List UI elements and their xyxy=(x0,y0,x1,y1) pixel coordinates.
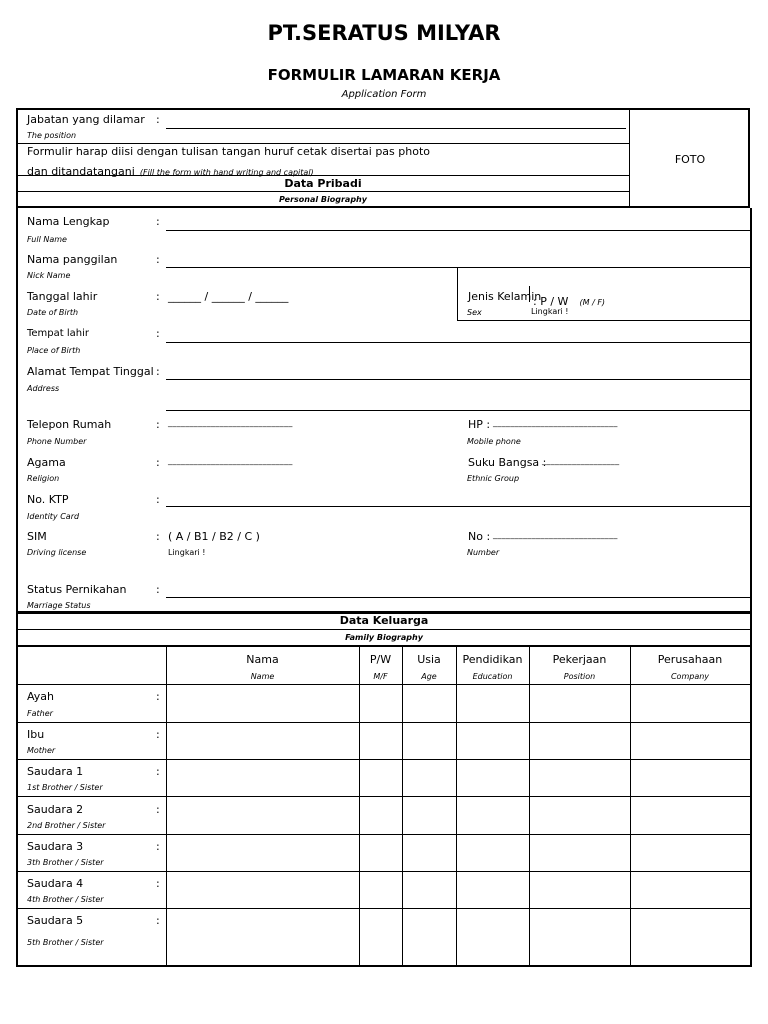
position-colon: : xyxy=(156,113,160,126)
personal-section-subtitle: Personal Biography xyxy=(279,195,367,204)
col-sub-name: Name xyxy=(250,672,275,681)
hp-sub: Mobile phone xyxy=(467,437,521,446)
col-divider xyxy=(359,647,360,966)
row-divider xyxy=(17,684,751,685)
family-row-sub: Father xyxy=(27,709,53,718)
sim-no-sub: Number xyxy=(467,548,500,557)
colon: : xyxy=(156,728,160,741)
colon: : xyxy=(156,215,160,228)
field-sub-dob: Date of Birth xyxy=(27,308,79,317)
gender-note: Lingkari ! xyxy=(531,307,569,316)
ethnic-label: Suku Bangsa : xyxy=(468,456,547,469)
company-name: PT.SERATUS MILYAR xyxy=(267,21,501,45)
colon: : xyxy=(156,877,160,890)
col-sub-company: Company xyxy=(670,672,710,681)
colon: : xyxy=(156,327,160,340)
colon: : xyxy=(156,583,160,596)
field-sub-ktp: Identity Card xyxy=(27,512,80,521)
row-divider xyxy=(17,834,751,835)
instruction-italic: (Fill the form with hand writing and capital) xyxy=(139,168,314,177)
family-row-sub: 1st Brother / Sister xyxy=(27,783,103,792)
address-input-line-2[interactable] xyxy=(166,410,750,411)
field-label-phone: Telepon Rumah xyxy=(27,418,112,431)
religion-input[interactable]: _____________________________ xyxy=(168,456,293,465)
position-input-line[interactable] xyxy=(166,128,626,129)
family-row-label: Saudara 4 xyxy=(27,877,84,890)
position-label: Jabatan yang dilamar xyxy=(27,113,145,126)
colon: : xyxy=(156,365,160,378)
colon: : xyxy=(156,418,160,431)
field-sub-pob: Place of Birth xyxy=(27,346,81,355)
sim-options[interactable]: ( A / B1 / B2 / C ) xyxy=(168,530,260,543)
field-sub-sim: Driving license xyxy=(27,548,87,557)
ethnic-sub: Ethnic Group xyxy=(467,474,520,483)
gender-options-en: (M / F) xyxy=(579,298,606,307)
field-sub-marital: Marriage Status xyxy=(27,601,91,610)
colon: : xyxy=(156,840,160,853)
col-header-education: Pendidikan xyxy=(462,653,523,666)
gender-box-left xyxy=(457,268,458,320)
row-divider xyxy=(17,871,751,872)
sim-note: Lingkari ! xyxy=(168,548,206,557)
phone-input[interactable]: _____________________________ xyxy=(168,418,293,427)
form-subtitle: Application Form xyxy=(341,89,427,100)
gender-options-text: : P / W xyxy=(533,295,569,308)
colon: : xyxy=(156,253,160,266)
family-row-sub: Mother xyxy=(27,746,56,755)
family-row-label: Saudara 2 xyxy=(27,803,84,816)
position-sub: The position xyxy=(27,131,77,140)
field-label-ktp: No. KTP xyxy=(27,493,69,506)
field-label-address: Alamat Tempat Tinggal xyxy=(27,365,154,378)
col-divider xyxy=(630,647,631,966)
row-divider xyxy=(17,645,751,647)
marital-input-line[interactable] xyxy=(166,597,750,598)
ktp-input-line[interactable] xyxy=(166,506,750,507)
row-divider xyxy=(457,320,750,321)
field-sub-religion: Religion xyxy=(27,474,60,483)
family-section-title: Data Keluarga xyxy=(339,614,429,627)
field-label-full-name: Nama Lengkap xyxy=(27,215,110,228)
col-header-name: Nama xyxy=(246,653,279,666)
family-row-label: Saudara 1 xyxy=(27,765,84,778)
full-name-input-line[interactable] xyxy=(166,230,750,231)
family-row-sub: 5th Brother / Sister xyxy=(27,938,104,947)
hp-label: HP : xyxy=(468,418,491,431)
field-label-religion: Agama xyxy=(27,456,66,469)
col-divider xyxy=(456,647,457,966)
pob-input-line[interactable] xyxy=(166,342,750,343)
ethnic-input[interactable]: __________________ xyxy=(542,456,620,465)
photo-box-label: FOTO xyxy=(674,153,706,166)
colon: : xyxy=(156,803,160,816)
row-divider xyxy=(17,629,751,630)
col-divider xyxy=(402,647,403,966)
field-sub-phone: Phone Number xyxy=(27,437,87,446)
col-header-age: Usia xyxy=(417,653,441,666)
field-label-pob: Tempat lahir xyxy=(27,328,90,339)
personal-section-title: Data Pribadi xyxy=(284,177,362,190)
col-sub-age: Age xyxy=(421,672,437,681)
sim-no-label: No : xyxy=(468,530,491,543)
family-row-sub: 4th Brother / Sister xyxy=(27,895,104,904)
instruction-line2-text: dan ditandatangani xyxy=(27,165,135,178)
form-title: FORMULIR LAMARAN KERJA xyxy=(267,66,501,84)
family-row-label: Ayah xyxy=(27,690,55,703)
family-row-label: Saudara 3 xyxy=(27,840,84,853)
colon: : xyxy=(156,493,160,506)
colon: : xyxy=(156,690,160,703)
row-divider xyxy=(17,143,629,144)
row-divider xyxy=(17,796,751,797)
field-sub-full-name: Full Name xyxy=(27,235,67,244)
family-row-sub: 3th Brother / Sister xyxy=(27,858,104,867)
field-label-nick-name: Nama panggilan xyxy=(27,253,118,266)
field-sub-nick-name: Nick Name xyxy=(27,271,71,280)
family-row-label: Ibu xyxy=(27,728,45,741)
col-sub-education: Education xyxy=(472,672,513,681)
col-divider xyxy=(529,647,530,966)
family-row-label: Saudara 5 xyxy=(27,914,84,927)
gender-sub: Sex xyxy=(467,308,482,317)
colon: : xyxy=(156,765,160,778)
row-divider xyxy=(17,191,629,192)
sim-no-input[interactable]: _____________________________ xyxy=(493,530,618,539)
gender-label: Jenis Kelamin xyxy=(468,290,542,303)
family-section-subtitle: Family Biography xyxy=(345,633,423,642)
field-label-sim: SIM xyxy=(27,530,47,543)
instruction-line1: Formulir harap diisi dengan tulisan tangan huruf cetak disertai pas photo xyxy=(27,145,430,158)
colon: : xyxy=(156,456,160,469)
col-header-company: Perusahaan xyxy=(657,653,723,666)
nick-name-input-line[interactable] xyxy=(166,267,750,268)
family-row-sub: 2nd Brother / Sister xyxy=(27,821,106,830)
row-divider xyxy=(17,908,751,909)
colon: : xyxy=(156,290,160,303)
col-header-gender: P/W xyxy=(369,653,392,666)
address-input-line-1[interactable] xyxy=(166,379,750,380)
col-divider xyxy=(166,647,167,966)
dob-input[interactable]: ______ / ______ / ______ xyxy=(168,290,289,303)
colon: : xyxy=(156,914,160,927)
colon: : xyxy=(156,530,160,543)
hp-input[interactable]: _____________________________ xyxy=(493,418,618,427)
row-divider xyxy=(17,759,751,760)
col-header-position: Pekerjaan xyxy=(552,653,607,666)
field-label-marital: Status Pernikahan xyxy=(27,583,127,596)
col-sub-position: Position xyxy=(563,672,596,681)
field-label-dob: Tanggal lahir xyxy=(27,290,98,303)
row-divider xyxy=(17,722,751,723)
col-sub-gender: M/F xyxy=(373,672,388,681)
field-sub-address: Address xyxy=(27,384,60,393)
